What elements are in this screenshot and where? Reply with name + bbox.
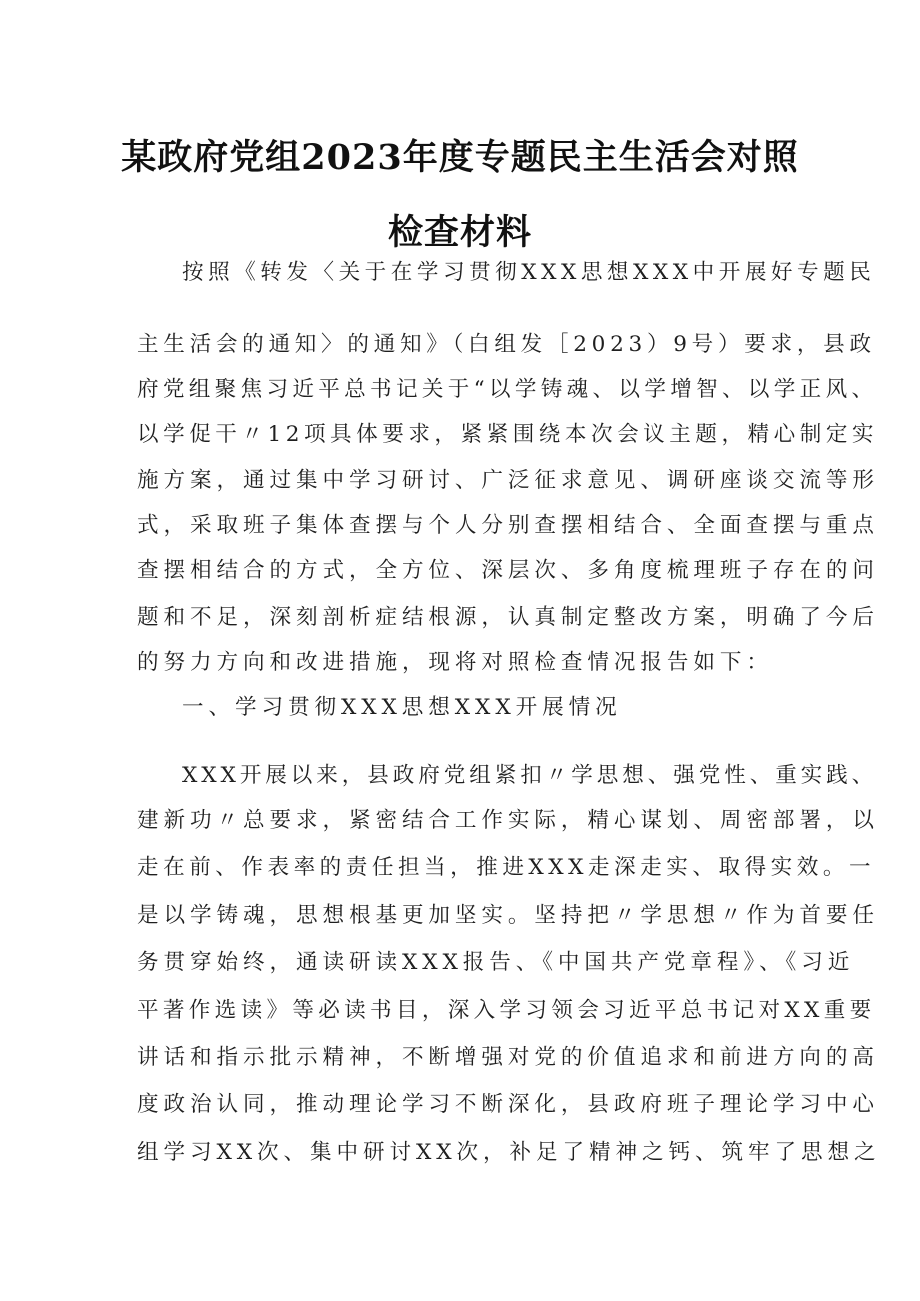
body-line: 施方案，通过集中学习研讨、广泛征求意见、调研座谈交流等形 — [137, 468, 879, 493]
body-line: 以学促干〃12项具体要求，紧紧围绕本次会议主题，精心制定实 — [137, 422, 879, 447]
body-line: 平著作选读》等必读书目，深入学习领会习近平总书记对XX重要 — [137, 998, 876, 1023]
body-line: 务贯穿始终，通读研读XXX报告、《中国共产党章程》、《习近 — [137, 950, 855, 975]
body-line: 建新功〃总要求，紧密结合工作实际，精心谋划、周密部署，以 — [137, 808, 879, 833]
body-line: 按照《转发〈关于在学习贯彻XXX思想XXX中开展好专题民 — [182, 260, 876, 285]
body-line: 走在前、作表率的责任担当，推进XXX走深走实、取得实效。一 — [137, 855, 876, 880]
body-line: 组学习XX次、集中研讨XX次，补足了精神之钙、筑牢了思想之 — [137, 1140, 881, 1165]
body-line: 式，采取班子集体查摆与个人分别查摆相结合、全面查摆与重点 — [137, 513, 879, 538]
document-title-line-2: 检查材料 — [387, 212, 532, 253]
body-line: 主生活会的通知〉的通知》（白组发［2023）9号）要求，县政 — [137, 332, 876, 357]
body-line: 的努力方向和改进措施，现将对照检查情况报告如下： — [137, 650, 773, 675]
section-heading: 一、学习贯彻XXX思想XXX开展情况 — [182, 695, 622, 720]
body-line: 题和不足，深刻剖析症结根源，认真制定整改方案，明确了今后 — [137, 605, 879, 630]
body-line: 度政治认同，推动理论学习不断深化，县政府班子理论学习中心 — [137, 1092, 879, 1117]
body-line: 查摆相结合的方式，全方位、深层次、多角度梳理班子存在的问 — [137, 558, 879, 583]
body-line: XXX开展以来，县政府党组紧扣〃学思想、强党性、重实践、 — [182, 763, 878, 788]
body-line: 讲话和指示批示精神，不断增强对党的价值追求和前进方向的高 — [137, 1045, 879, 1070]
body-line: 是以学铸魂，思想根基更加坚实。坚持把〃学思想〃作为首要任 — [137, 903, 879, 928]
document-title-line-1: 某政府党组2023年度专题民主生活会对照 — [121, 137, 799, 178]
body-line: 府党组聚焦习近平总书记关于“以学铸魂、以学增智、以学正风、 — [137, 377, 878, 402]
